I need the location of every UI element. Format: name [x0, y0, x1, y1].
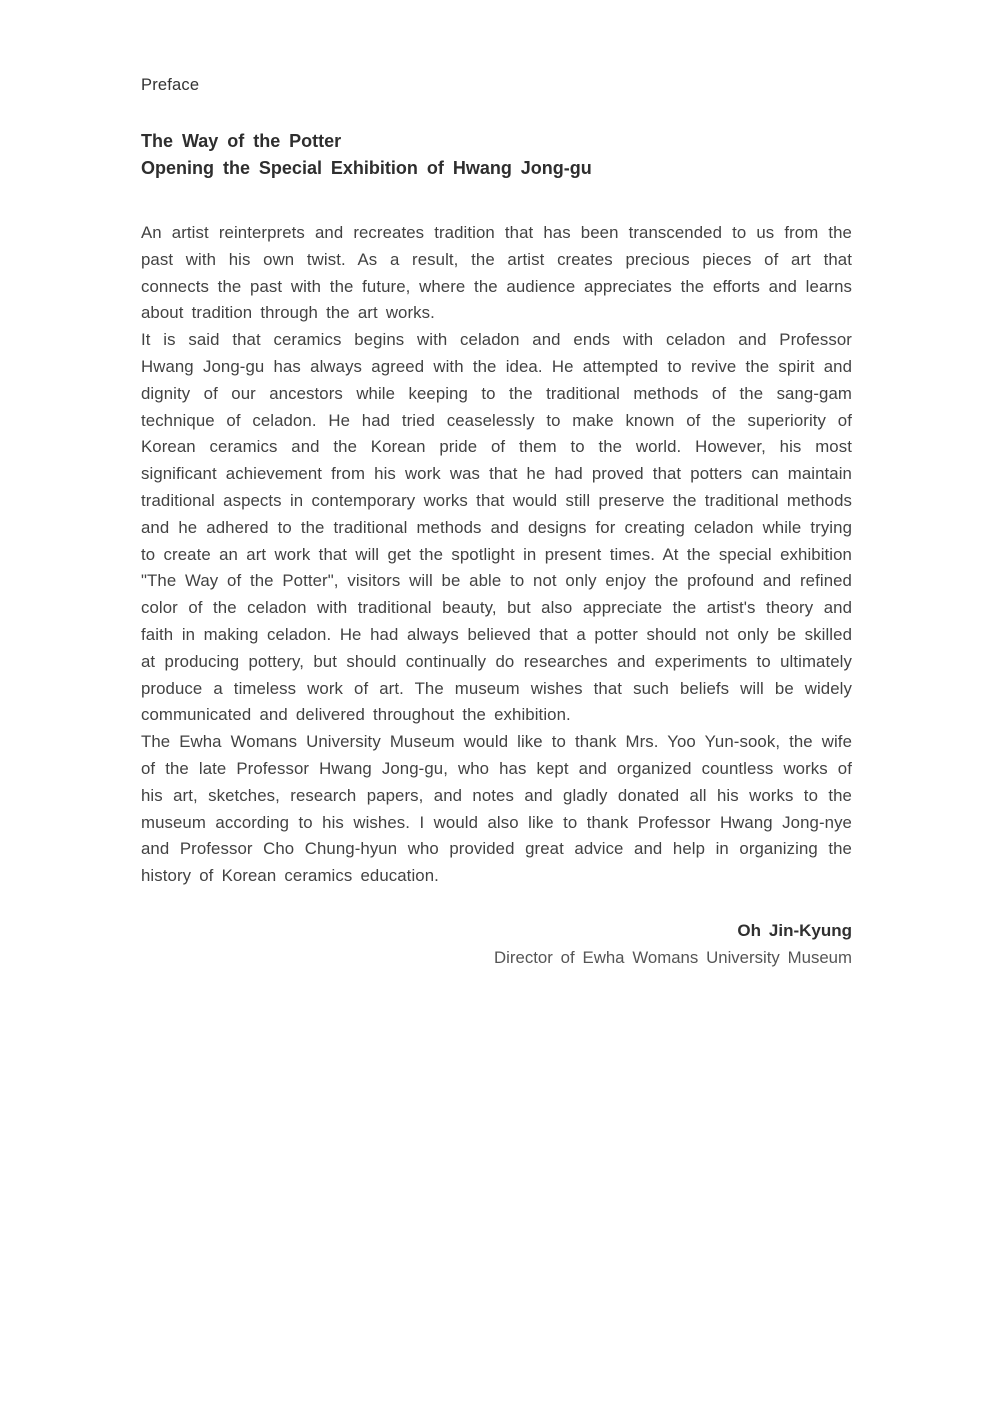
preface-label: Preface [141, 76, 200, 94]
paragraph-intro: An artist reinterprets and recreates tradition that has been transcended to us from the past with his own twist. As a result, the artist creates precious pieces of art that connects the past with the future, where the audience appreciates the efforts and learns about tradition through the art works. [141, 223, 852, 323]
title-line-2: Opening the Special Exhibition of Hwang Jong-gu [141, 158, 592, 178]
preface-content [141, 76, 852, 971]
signature-name: Oh Jin-Kyung [737, 920, 852, 940]
title-line-1: The Way of the Potter [141, 131, 342, 151]
signature-title: Director of Ewha Womans University Museum [494, 947, 852, 967]
signature-block [141, 917, 852, 971]
exhibition-title [141, 128, 852, 182]
paragraph-acknowledgements: The Ewha Womans University Museum would like to thank Mrs. Yoo Yun-sook, the wife of the late Professor Hwang Jong-gu, who has kept and organized countless works of his art, sketches, research papers, and notes and gladly donated all his works to the museum according to his wishes. I would also like to thank Professor Hwang Jong-nye and Professor Cho Chung-hyun who provided great advice and help in organizing the history of Korean ceramics education. [141, 732, 852, 886]
preface-body [141, 220, 852, 890]
paragraph-main: It is said that ceramics begins with celadon and ends with celadon and Professor Hwang Jong-gu has always agreed with the idea. He attempted to revive the spirit and dignity of our ancestors while keeping to the traditional methods of the sang-gam technique of celadon. He had tried ceaselessly to make known of the superiority of Korean ceramics and the Korean pride of them to the world. However, his most significant achievement from his work was that he had proved that potters can maintain traditional aspects in contemporary works that would still preserve the traditional methods and he adhered to the traditional methods and designs for creating celadon while trying to create an art work that will get the spotlight in present times. At the special exhibition "The Way of the Potter", visitors will be able to not only enjoy the profound and refined color of the celadon with traditional beauty, but also appreciate the artist's theory and faith in making celadon. He had always believed that a potter should not only be skilled at producing pottery, but should continually do researches and experiments to ultimately produce a timeless work of art. The museum wishes that such beliefs will be widely communicated and delivered throughout the exhibition. [141, 330, 852, 725]
